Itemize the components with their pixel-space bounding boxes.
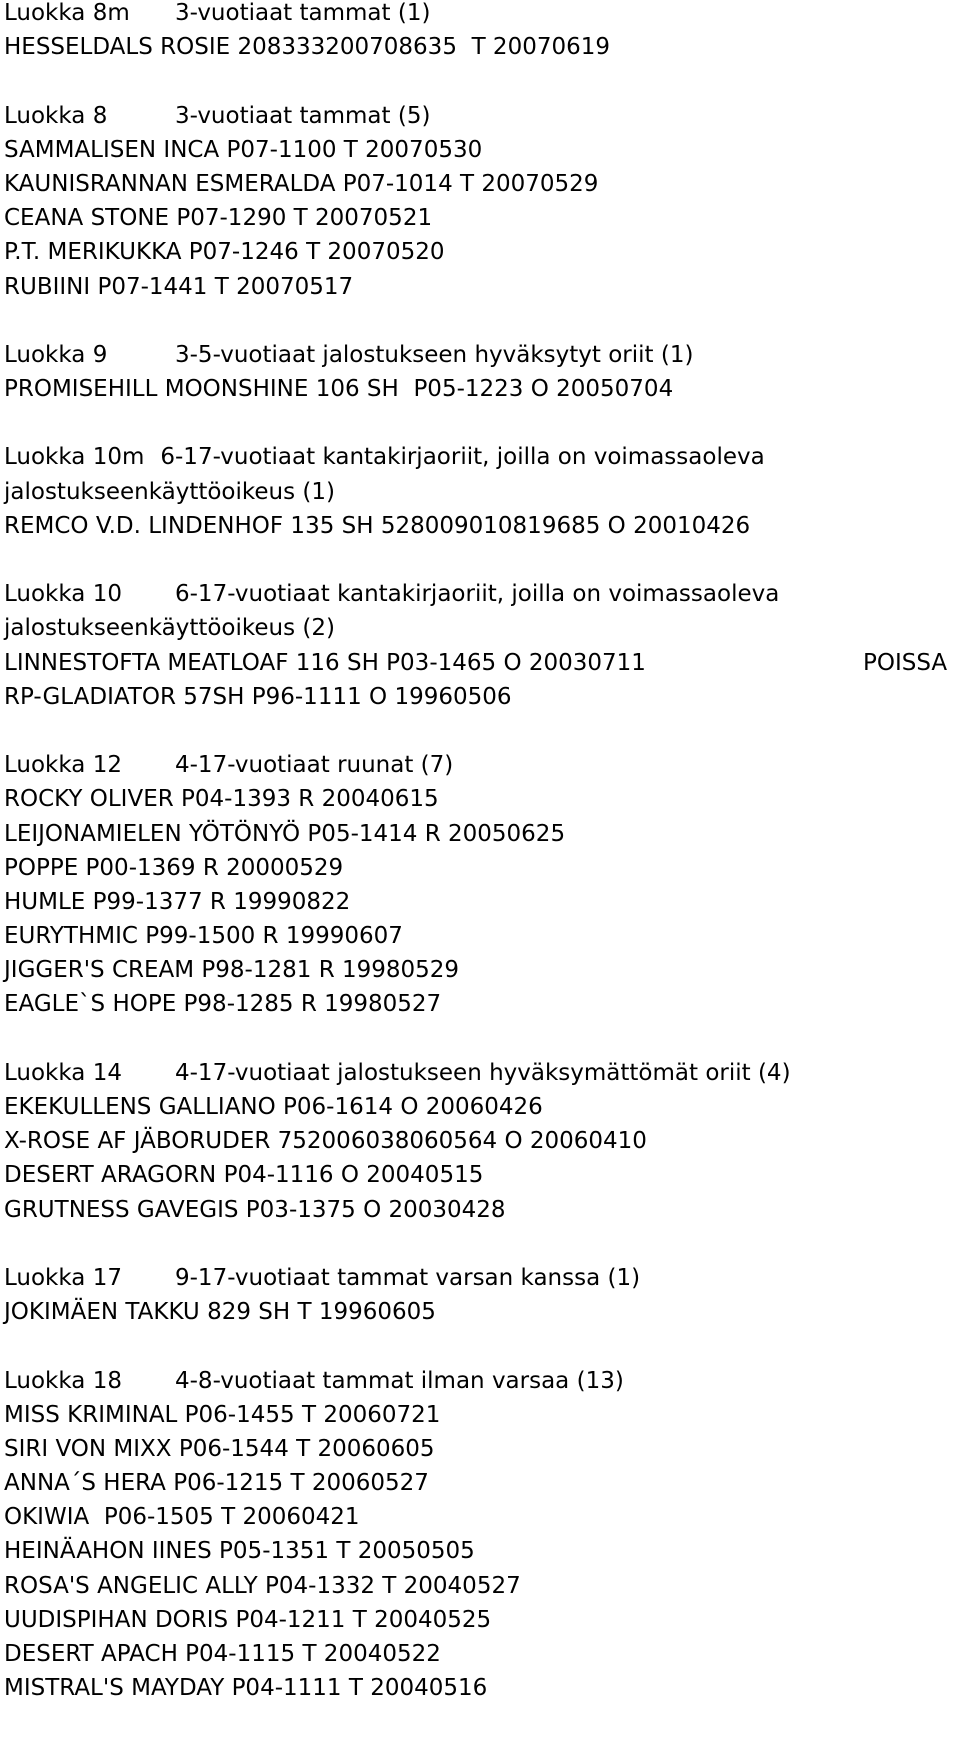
horse-entry-text: ROCKY OLIVER P04-1393 R 20040615 xyxy=(4,786,439,813)
class-description-continued: jalostukseenkäyttöoikeus (2) xyxy=(4,615,335,642)
class-number: Luokka 9 xyxy=(4,341,108,368)
class-description: 6-17-vuotiaat kantakirjaoriit, joilla on voimassaoleva xyxy=(160,444,765,471)
class-description-continued: jalostukseenkäyttöoikeus (1) xyxy=(4,478,335,505)
horse-entry xyxy=(4,1466,960,1500)
class-section xyxy=(4,304,960,407)
horse-entry xyxy=(4,782,960,816)
class-description: 3-vuotiaat tammat (1) xyxy=(175,0,431,26)
horse-entry-text: HEINÄAHON IINES P05-1351 T 20050505 xyxy=(4,1538,475,1565)
class-number: Luokka 10 xyxy=(4,581,122,608)
class-heading xyxy=(4,99,960,133)
class-description: 3-5-vuotiaat jalostukseen hyväksytyt oriit (1) xyxy=(175,341,694,368)
horse-entry xyxy=(4,1603,960,1637)
horse-entry xyxy=(4,167,960,201)
section-spacer xyxy=(4,64,960,98)
horse-entry xyxy=(4,372,960,406)
section-spacer xyxy=(4,304,960,338)
horse-entry-text: P.T. MERIKUKKA P07-1246 T 20070520 xyxy=(4,239,445,266)
horse-entry xyxy=(4,509,960,543)
class-description: 6-17-vuotiaat kantakirjaoriit, joilla on voimassaoleva xyxy=(175,581,780,608)
horse-entry-text: OKIWIA P06-1505 T 20060421 xyxy=(4,1504,360,1531)
horse-entry-text: POPPE P00-1369 R 20000529 xyxy=(4,854,344,881)
horse-entry xyxy=(4,1637,960,1671)
class-number: Luokka 17 xyxy=(4,1264,122,1291)
horse-entry-text: MISTRAL'S MAYDAY P04-1111 T 20040516 xyxy=(4,1675,488,1702)
horse-entry-text: PROMISEHILL MOONSHINE 106 SH P05-1223 O 20050704 xyxy=(4,376,674,403)
horse-entry-text: JOKIMÄEN TAKKU 829 SH T 19960605 xyxy=(4,1299,436,1326)
horse-entry-text: RP-GLADIATOR 57SH P96-1111 O 19960506 xyxy=(4,683,512,710)
horse-entry-text: HUMLE P99-1377 R 19990822 xyxy=(4,888,351,915)
class-description: 4-8-vuotiaat tammat ilman varsaa (13) xyxy=(175,1367,624,1394)
class-heading xyxy=(4,1261,960,1295)
class-section xyxy=(4,1227,960,1330)
section-spacer xyxy=(4,543,960,577)
horse-entry xyxy=(4,1295,960,1329)
horse-entry-text: EURYTHMIC P99-1500 R 19990607 xyxy=(4,923,403,950)
horse-entry xyxy=(4,1671,960,1705)
horse-entry-text: LINNESTOFTA MEATLOAF 116 SH P03-1465 O 20030711 xyxy=(4,649,646,676)
class-number: Luokka 14 xyxy=(4,1059,122,1086)
horse-entry-text: ANNA´S HERA P06-1215 T 20060527 xyxy=(4,1470,429,1497)
class-heading xyxy=(4,577,960,611)
horse-entry xyxy=(4,201,960,235)
horse-entry xyxy=(4,1124,960,1158)
horse-entry xyxy=(4,235,960,269)
horse-entry xyxy=(4,851,960,885)
section-spacer xyxy=(4,1227,960,1261)
horse-entry-text: LEIJONAMIELEN YÖTÖNYÖ P05-1414 R 20050625 xyxy=(4,820,566,847)
class-heading xyxy=(4,1056,960,1090)
horse-entry-text: KAUNISRANNAN ESMERALDA P07-1014 T 20070529 xyxy=(4,170,599,197)
horse-entry-text: CEANA STONE P07-1290 T 20070521 xyxy=(4,205,433,232)
horse-entry xyxy=(4,1158,960,1192)
class-section xyxy=(4,1329,960,1705)
class-number: Luokka 8m xyxy=(4,0,130,26)
class-section xyxy=(4,543,960,714)
horse-entry-text: EAGLE`S HOPE P98-1285 R 19980527 xyxy=(4,991,442,1018)
horse-entry-text: HESSELDALS ROSIE 208333200708635 T 20070619 xyxy=(4,34,610,61)
horse-entry xyxy=(4,270,960,304)
class-number: Luokka 8 xyxy=(4,102,108,129)
horse-entry xyxy=(4,1432,960,1466)
horse-entry-text: UUDISPIHAN DORIS P04-1211 T 20040525 xyxy=(4,1606,492,1633)
horse-entry-text: SIRI VON MIXX P06-1544 T 20060605 xyxy=(4,1435,435,1462)
horse-entry xyxy=(4,133,960,167)
horse-entry xyxy=(4,953,960,987)
horse-entry-text: X-ROSE AF JÄBORUDER 752006038060564 O 20060410 xyxy=(4,1128,647,1155)
horse-entry-text: REMCO V.D. LINDENHOF 135 SH 528009010819685 O 20010426 xyxy=(4,512,751,539)
class-section xyxy=(4,714,960,1022)
horse-entry xyxy=(4,1090,960,1124)
section-spacer xyxy=(4,714,960,748)
class-heading xyxy=(4,338,960,372)
horse-entry-text: RUBIINI P07-1441 T 20070517 xyxy=(4,273,354,300)
class-number: Luokka 18 xyxy=(4,1367,122,1394)
class-section xyxy=(4,406,960,543)
horse-entry xyxy=(4,680,960,714)
class-number: Luokka 10m xyxy=(4,444,145,471)
horse-entry xyxy=(4,817,960,851)
class-heading xyxy=(4,440,960,474)
class-section xyxy=(4,0,960,64)
class-section xyxy=(4,1022,960,1227)
horse-entry-text: ROSA'S ANGELIC ALLY P04-1332 T 20040527 xyxy=(4,1572,521,1599)
section-spacer xyxy=(4,1022,960,1056)
class-section xyxy=(4,64,960,303)
class-description: 3-vuotiaat tammat (5) xyxy=(175,102,431,129)
horse-entry-text: EKEKULLENS GALLIANO P06-1614 O 20060426 xyxy=(4,1094,543,1120)
horse-entry-text: DESERT APACH P04-1115 T 20040522 xyxy=(4,1641,441,1667)
horse-entry xyxy=(4,1193,960,1227)
class-description: 9-17-vuotiaat tammat varsan kanssa (1) xyxy=(175,1264,641,1291)
horse-entry-text: SAMMALISEN INCA P07-1100 T 20070530 xyxy=(4,136,483,163)
class-heading xyxy=(4,748,960,782)
horse-entry xyxy=(4,885,960,919)
section-spacer xyxy=(4,1329,960,1363)
horse-entry xyxy=(4,1569,960,1603)
class-description: 4-17-vuotiaat ruunat (7) xyxy=(175,752,454,779)
class-description: 4-17-vuotiaat jalostukseen hyväksymättömät oriit (4) xyxy=(175,1059,791,1086)
horse-entry-text: JIGGER'S CREAM P98-1281 R 19980529 xyxy=(4,957,460,984)
horse-entry-text: MISS KRIMINAL P06-1455 T 20060721 xyxy=(4,1401,441,1428)
horse-entry xyxy=(4,646,960,680)
horse-entry xyxy=(4,1534,960,1568)
horse-entry xyxy=(4,919,960,953)
class-number: Luokka 12 xyxy=(4,752,122,779)
horse-entry-text: GRUTNESS GAVEGIS P03-1375 O 20030428 xyxy=(4,1196,506,1223)
class-heading xyxy=(4,1364,960,1398)
horse-entry xyxy=(4,987,960,1021)
section-spacer xyxy=(4,406,960,440)
horse-entry xyxy=(4,1500,960,1534)
horse-entry-text: DESERT ARAGORN P04-1116 O 20040515 xyxy=(4,1162,484,1189)
class-heading xyxy=(4,0,960,30)
absence-note: POISSA xyxy=(863,649,948,676)
horse-entry xyxy=(4,1398,960,1432)
horse-entry xyxy=(4,30,960,64)
